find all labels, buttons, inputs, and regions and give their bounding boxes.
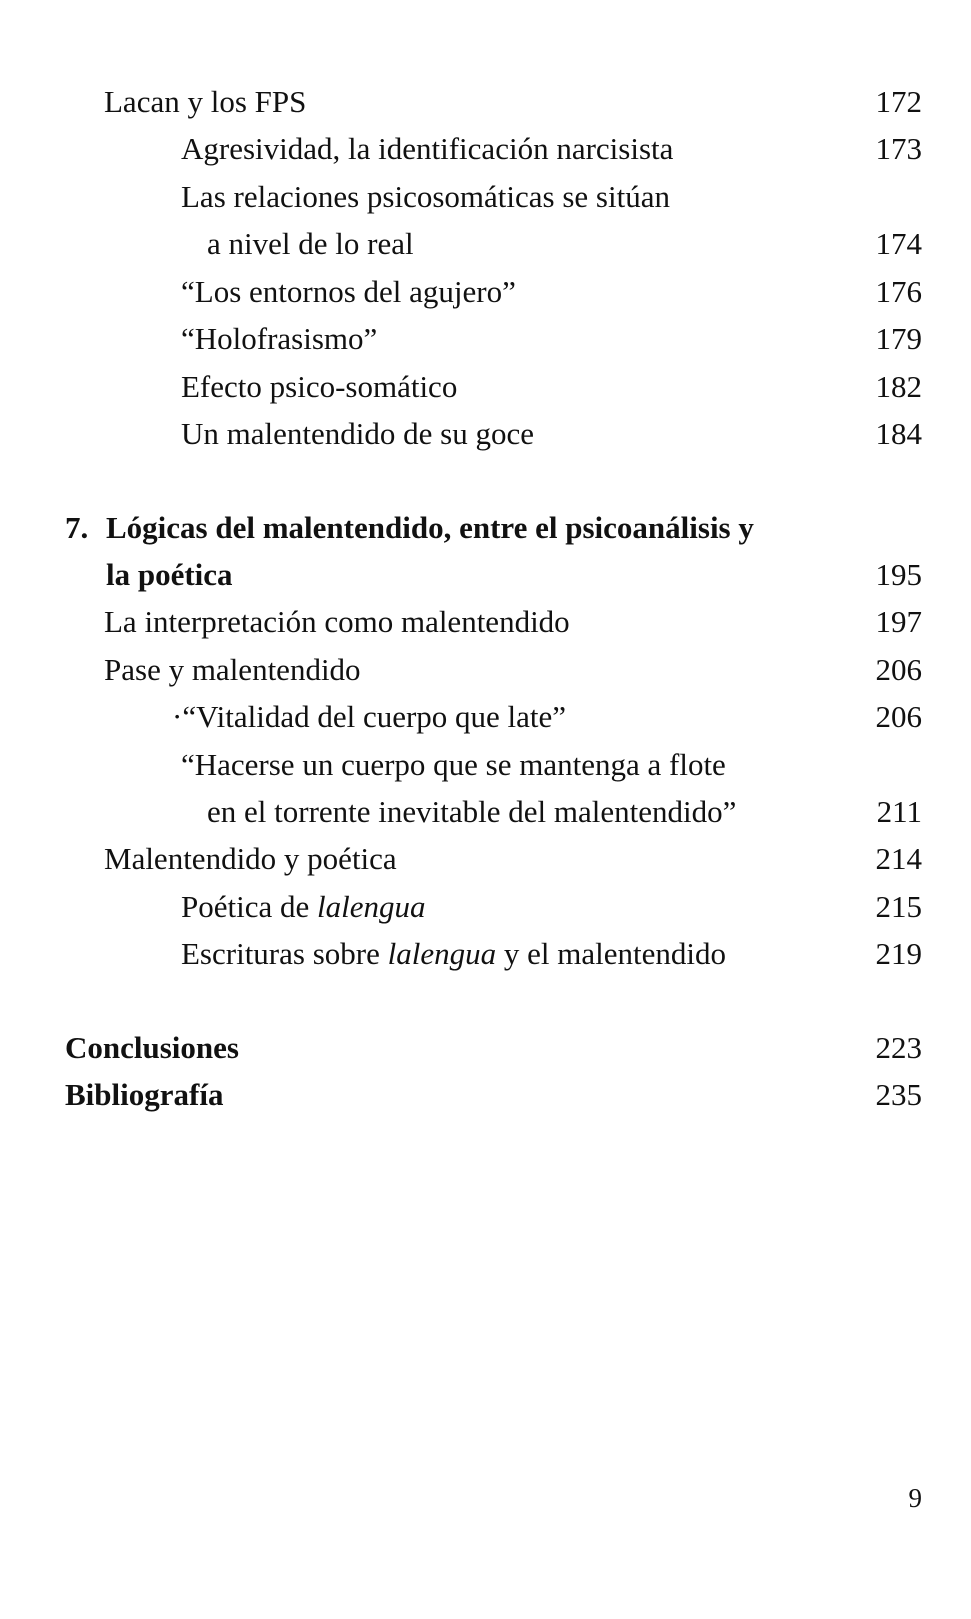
toc-entry (0, 365, 971, 409)
toc-entry (0, 270, 971, 314)
toc-entry (0, 790, 971, 834)
toc-entry-page: 215 (875, 889, 922, 924)
toc-entry (0, 127, 971, 171)
toc-entry (0, 600, 971, 644)
toc-entry-page: 235 (875, 1077, 922, 1112)
toc-entry-page: 182 (875, 369, 922, 404)
toc-entry-page: 179 (875, 321, 922, 356)
toc-entry (0, 743, 971, 787)
toc-entry (0, 695, 971, 739)
toc-entry-page: 219 (875, 936, 922, 971)
toc-entry-title: Bibliografía (65, 1077, 224, 1112)
toc-entry-title (181, 885, 426, 929)
toc-entry-title: Conclusiones (65, 1030, 239, 1065)
toc-entry (0, 837, 971, 881)
toc-entry-title (181, 932, 726, 976)
title-text: y el malentendido (496, 936, 726, 971)
toc-entry-bibliography (0, 1073, 971, 1117)
toc-entry-title: a nivel de lo real (207, 226, 414, 261)
toc-entry-page: 176 (875, 274, 922, 309)
toc-entry-title: Lacan y los FPS (104, 84, 307, 119)
chapter-page: 195 (875, 557, 922, 592)
chapter-number: 7. (65, 510, 89, 545)
toc-entry-conclusions (0, 1026, 971, 1070)
toc-entry-title: La interpretación como malentendido (104, 604, 570, 639)
toc-entry-page: 173 (875, 131, 922, 166)
toc-entry-page: 174 (875, 226, 922, 261)
title-text: Escrituras sobre (181, 936, 388, 971)
toc-entry (0, 648, 971, 692)
toc-entry-page: 184 (875, 416, 922, 451)
toc-entry-page: 206 (875, 652, 922, 687)
toc-entry-title: en el torrente inevitable del malentendido” (207, 794, 737, 829)
chapter-title: Lógicas del malentendido, entre el psicoanálisis y (106, 510, 754, 545)
toc-entry (0, 932, 971, 976)
toc-entry (0, 222, 971, 266)
toc-entry-title: “Holofrasismo” (181, 321, 378, 356)
toc-entry-title: “Hacerse un cuerpo que se mantenga a flote (181, 747, 726, 782)
toc-entry-page: 197 (875, 604, 922, 639)
toc-entry-page: 223 (875, 1030, 922, 1065)
title-italic: lalengua (387, 936, 497, 971)
toc-entry-title: “Los entornos del agujero” (181, 274, 516, 309)
toc-entry (0, 885, 971, 929)
toc-entry-page: 214 (875, 841, 922, 876)
toc-entry-title: Malentendido y poética (104, 841, 397, 876)
toc-entry-title: Un malentendido de su goce (181, 416, 534, 451)
toc-entry (0, 80, 971, 124)
page-number: 9 (908, 1483, 922, 1513)
toc-entry-title: Las relaciones psicosomáticas se sitúan (181, 179, 670, 214)
toc-entry (0, 317, 971, 361)
chapter-title: la poética (106, 557, 233, 592)
toc-entry-title: Agresividad, la identificación narcisista (181, 131, 674, 166)
toc-entry-page: 206 (875, 699, 922, 734)
title-text: Poética de (181, 889, 318, 924)
toc-entry-title: Efecto psico-somático (181, 369, 458, 404)
title-italic: lalengua (317, 889, 426, 924)
toc-entry-title: Pase y malentendido (104, 652, 361, 687)
toc-entry-title: ·“Vitalidad del cuerpo que late” (172, 699, 567, 734)
toc-entry (0, 175, 971, 219)
toc-entry (0, 412, 971, 456)
chapter-heading (0, 553, 971, 597)
toc-entry-page: 211 (876, 794, 922, 829)
toc-entry-page: 172 (875, 84, 922, 119)
chapter-heading (0, 506, 971, 550)
